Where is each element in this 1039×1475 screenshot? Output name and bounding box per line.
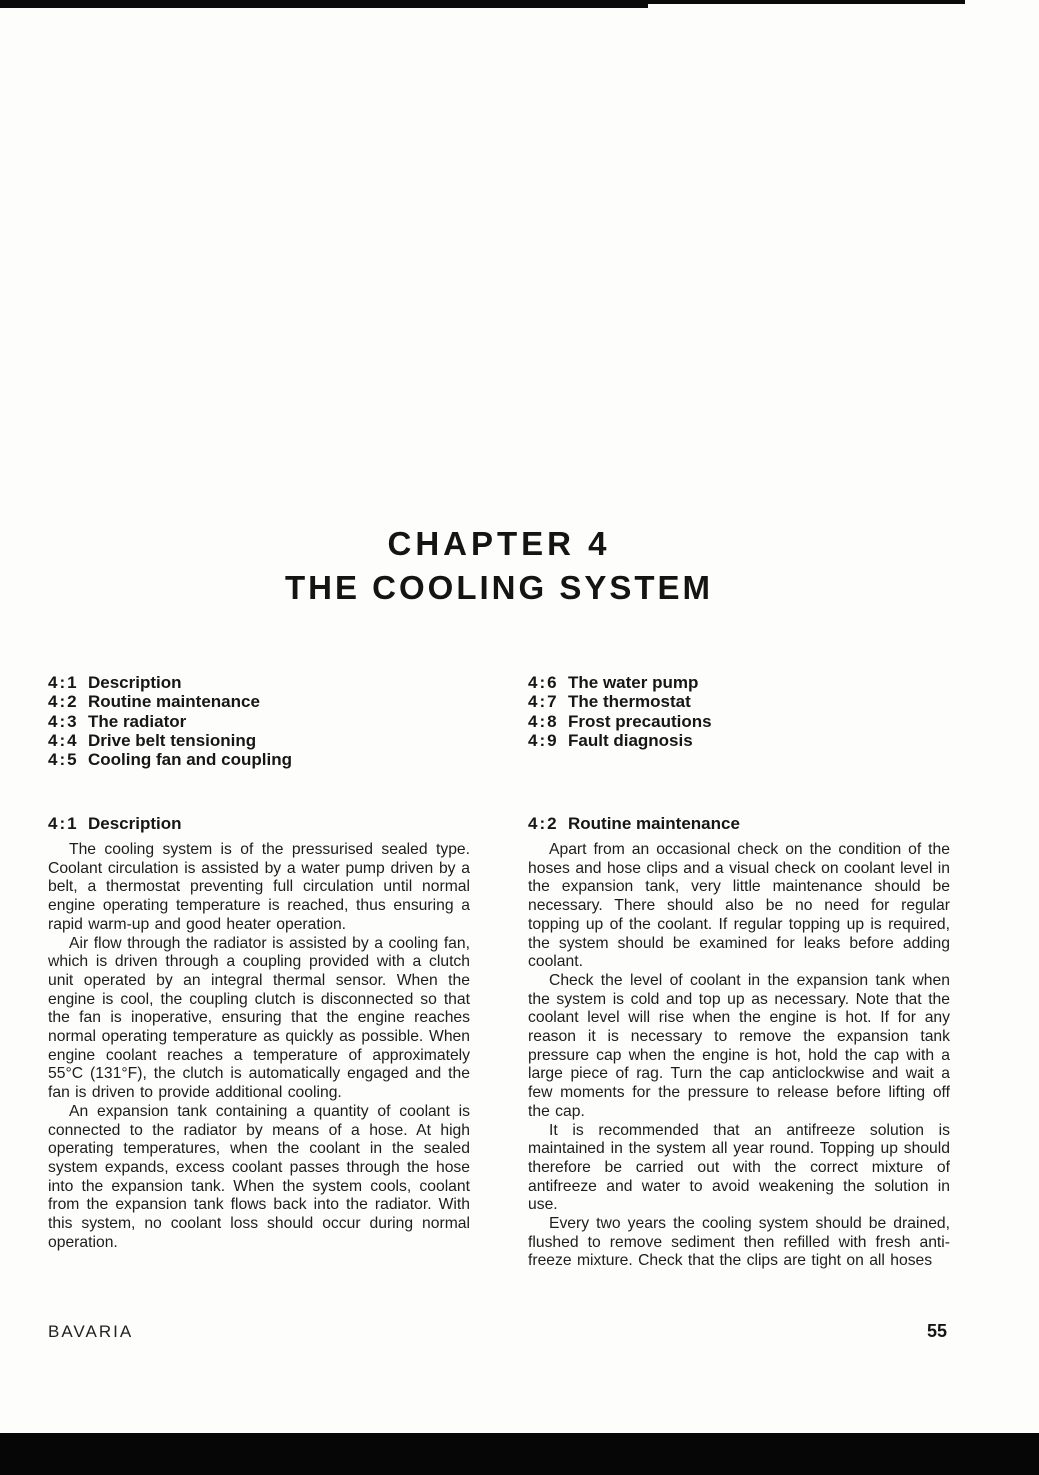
book-title: BAVARIA: [48, 1322, 134, 1341]
toc-item-label: Frost precautions: [568, 711, 712, 731]
page-footer: [48, 1321, 947, 1342]
toc-item-number: 4:9: [528, 730, 559, 750]
section-title: Description: [88, 814, 182, 833]
toc-item-the-radiator: [48, 712, 528, 731]
body-paragraph: An expansion tank containing a quantity of coolant is connected to the radiator by means of a hose. At high operating temperatures, when the coolant in the sealed system expands, excess coolant passes through the hose into the expansion tank. When the system cools, coolant from the expansion tank flows back into the radiator. With this system, no coolant loss should occur during normal operation.: [48, 1102, 470, 1251]
toc-item-number: 4:8: [528, 711, 559, 731]
body-columns: [48, 814, 950, 1271]
chapter-name-heading: THE COOLING SYSTEM: [284, 569, 714, 606]
chapter-title-block: [48, 527, 950, 604]
scan-edge-bottom: [0, 1433, 1039, 1475]
toc-item-label: Fault diagnosis: [568, 730, 693, 750]
scan-edge-top-left: [0, 0, 648, 8]
toc-item-label: Description: [88, 673, 182, 692]
page-number: 55: [926, 1321, 947, 1341]
body-paragraph: It is recommended that an antifreeze solution is maintained in the system all year round. Topping up should therefore be carried out with the correct mixture of antifreeze and water to avoid weakening the solution in use.: [528, 1121, 950, 1214]
section-heading: [528, 814, 950, 833]
toc-item-label: Cooling fan and coupling: [88, 750, 292, 770]
body-paragraph: The cooling system is of the pressurised sealed type. Coolant circulation is assisted by a water pump driven by a belt, a thermostat preventing full circulation until normal engine operating temperature is reached, thus ensuring a rapid warm-up and good heater operation.: [48, 841, 470, 933]
chapter-number-heading: CHAPTER 4: [387, 525, 611, 562]
body-paragraph: Apart from an occasional check on the condition of the hoses and hose clips and a visual check on coolant level in the expansion tank, very little maintenance should be necessary. There should also be no need for regular topping up of the coolant. If regular topping up is required, the system should be examined for leaks before adding coolant.: [528, 841, 950, 971]
toc-item-number: 4:3: [48, 711, 79, 731]
body-paragraph: Air flow through the radiator is assisted by a cooling fan, which is driven through a coupling provided with a clutch unit operated by an integral thermal sensor. When the engine is cool, the coupling clutch is disconnected so that the fan is inoperative, ensuring that the engine reaches normal operating temperature as quickly as possible. When engine coolant reaches a temperature of approximately 55°C (131°F), the clutch is automatically engaged and the fan is driven to provide additional cooling.: [48, 934, 470, 1102]
section-heading: [48, 814, 470, 833]
toc-item-label: The thermostat: [568, 692, 691, 712]
toc-item-number: 4:2: [48, 692, 79, 712]
toc-column-left: [48, 673, 528, 769]
toc-item-the-water-pump: [528, 673, 950, 692]
toc-item-number: 4:6: [528, 673, 559, 692]
toc-item-label: The radiator: [88, 711, 187, 731]
section-title: Routine maintenance: [568, 814, 740, 833]
section-number: 4:2: [528, 814, 559, 833]
table-of-contents: [48, 673, 950, 769]
toc-item-drive-belt-tensioning: [48, 731, 528, 750]
section-routine-maintenance: [528, 814, 950, 1271]
toc-column-right: [528, 673, 950, 769]
section-number: 4:1: [48, 814, 79, 833]
toc-item-number: 4:1: [48, 673, 79, 692]
toc-item-frost-precautions: [528, 712, 950, 731]
toc-item-number: 4:4: [48, 730, 79, 750]
toc-item-fault-diagnosis: [528, 731, 950, 750]
toc-item-routine-maintenance: [48, 692, 528, 711]
toc-item-label: Routine maintenance: [88, 692, 260, 712]
body-paragraph: Every two years the cooling system should be drained, flushed to remove sediment then refilled with fresh anti-freeze mixture. Check that the clips are tight on all hoses: [528, 1215, 950, 1270]
toc-item-the-thermostat: [528, 692, 950, 711]
toc-item-number: 4:7: [528, 692, 559, 712]
section-description: [48, 814, 470, 1271]
toc-item-label: Drive belt tensioning: [88, 730, 257, 750]
body-paragraph: Check the level of coolant in the expansion tank when the system is cold and top up as necessary. Note that the coolant level will rise when the engine is hot. If for any reason it is necessary to remove the expansion tank pressure cap when the engine is hot, hold the cap with a large piece of rag. Turn the cap anticlockwise and wait a few moments for the pressure to release before lifting off the cap.: [528, 971, 950, 1120]
toc-item-label: The water pump: [568, 673, 699, 692]
toc-item-description: [48, 673, 528, 692]
toc-item-number: 4:5: [48, 750, 79, 770]
toc-item-cooling-fan-and-coupling: [48, 750, 528, 769]
